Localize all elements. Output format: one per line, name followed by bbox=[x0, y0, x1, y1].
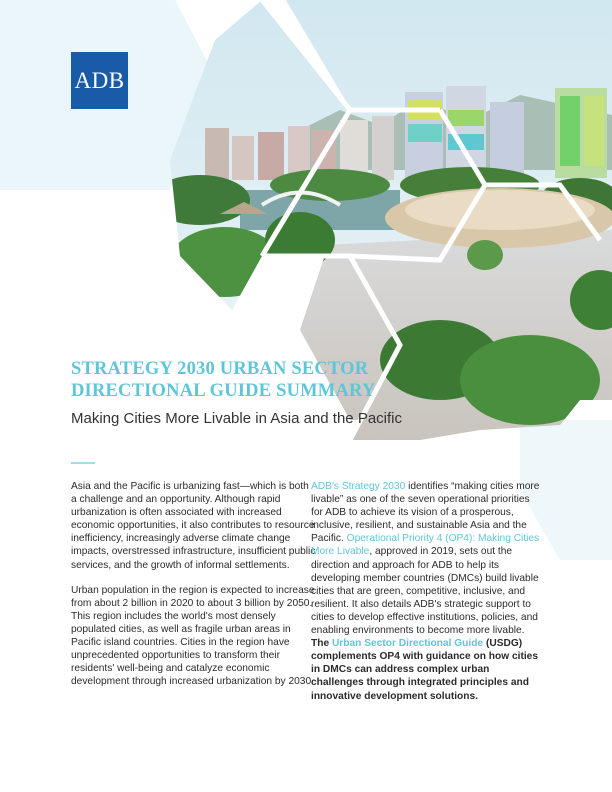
left-column bbox=[71, 480, 317, 700]
paragraph-urbanizing: Asia and the Pacific is urbanizing fast—which is both a challenge and an opportunity. Although rapid urbanization is often associated with increased economic opportunities, it also contributes to resource inefficiency, increasingly adverse climate change impacts, overstressed infrastructure, insufficient public services, and the growth of informal settlements. bbox=[71, 481, 316, 571]
strategy-2030-link[interactable]: ADB's Strategy 2030 bbox=[311, 481, 406, 492]
adb-logo: ADB bbox=[71, 52, 128, 109]
page-title bbox=[71, 358, 401, 402]
paragraph-population: Urban population in the region is expected to increase from about 2 billion in 2020 to about 3 billion by 2050. This region includes the world's most densely populated cities, as well as fragile urban areas in Pacific island countries. Cities in the region have unprecedented opportunities to transform their residents' well-being and catalyze economic development through increased urbanization by 2030. bbox=[71, 584, 315, 688]
title-line-2: DIRECTIONAL GUIDE SUMMARY bbox=[71, 381, 376, 401]
usdg-intro: The bbox=[311, 638, 332, 650]
op4-text: , approved in 2019, sets out the direction and approach for ADB to help its developing member countries (DMCs) build livable cities that are green, competitive, inclusive, and resilient. It also details ADB's strategic support to cities to develop effective institutions, policies, and enabling environments to become more livable. bbox=[311, 546, 539, 637]
right-column bbox=[311, 480, 541, 715]
op4-link[interactable]: Operational Priority 4 (OP4): Making Cities More Livable bbox=[311, 533, 540, 558]
section-divider bbox=[71, 462, 95, 464]
usdg-link[interactable]: Urban Sector Directional Guide bbox=[331, 638, 484, 650]
paragraph-strategy bbox=[311, 480, 541, 703]
strategy-text: identifies “making cities more livable” as one of the seven operational priorities for ADB to achieve its vision of a prosperous, inclusive, resilient, and sustainable Asia and the Pacific. bbox=[311, 481, 540, 545]
usdg-text: (USDG) complements OP4 with guidance on how cities in DMCs can address complex urban challenges through integrated principles and innovative development solutions. bbox=[311, 638, 538, 702]
page-subtitle: Making Cities More Livable in Asia and the Pacific bbox=[71, 410, 402, 427]
title-line-1: STRATEGY 2030 URBAN SECTOR bbox=[71, 359, 369, 379]
